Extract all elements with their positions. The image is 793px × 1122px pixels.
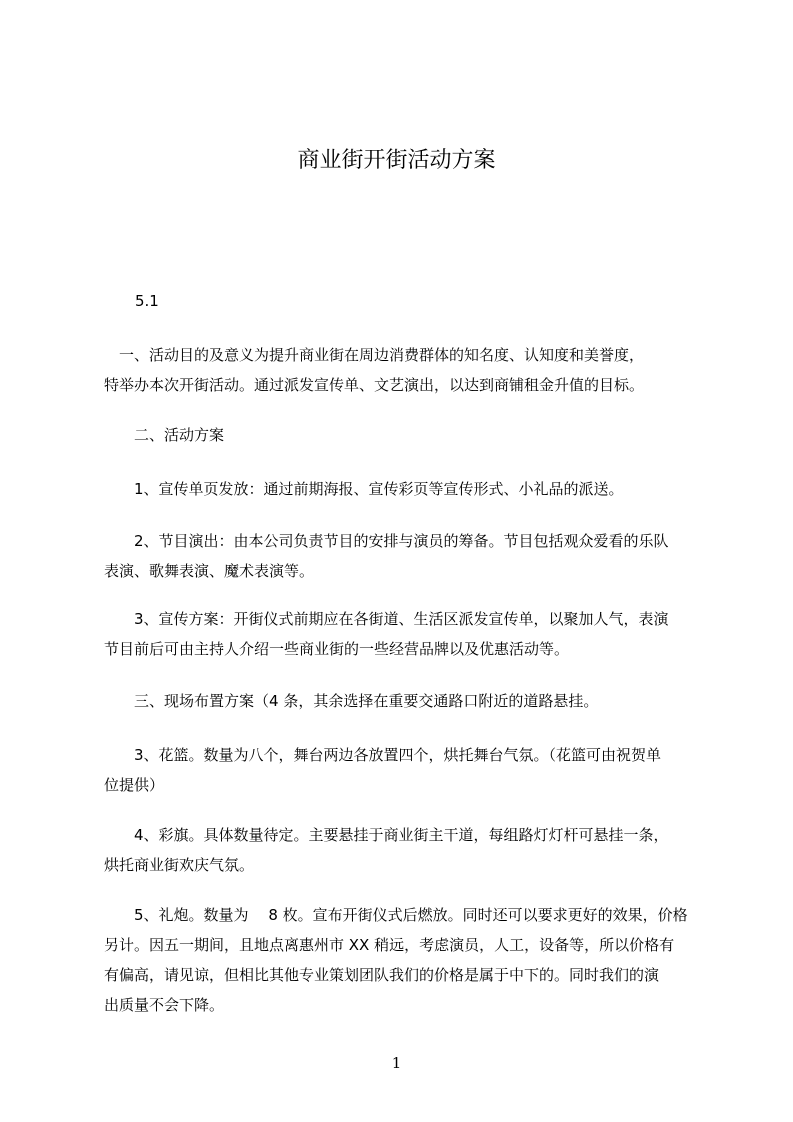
line: 3、花篮。数量为八个，舞台两边各放置四个，烘托舞台气氛。（花篮可由祝贺单 bbox=[104, 746, 662, 764]
line: 特举办本次开街活动。通过派发宣传单、文艺演出，以达到商铺租金升值的目标。 bbox=[104, 376, 645, 394]
line: 1、宣传单页发放：通过前期海报、宣传彩页等宣传形式、小礼品的派送。 bbox=[104, 480, 624, 498]
line: 三、现场布置方案（4 条，其余选择在重要交通路口附近的道路悬挂。 bbox=[104, 692, 599, 710]
line: 另计。因五一期间，且地点离惠州市 XX 稍远，考虑演员，人工，设备等，所以价格有 bbox=[104, 936, 675, 954]
line: 位提供） bbox=[104, 776, 165, 794]
line: 表演、歌舞表演、魔术表演等。 bbox=[104, 562, 315, 580]
line: 烘托商业街欢庆气氛。 bbox=[104, 856, 255, 874]
paragraph-performance bbox=[104, 526, 714, 586]
page-number: 1 bbox=[391, 1054, 402, 1072]
paragraph-flags bbox=[104, 820, 714, 880]
line: 2、节目演出：由本公司负责节目的安排与演员的筹备。节目包括观众爱看的乐队 bbox=[104, 532, 669, 550]
document-title: 商业街开街活动方案 bbox=[297, 148, 496, 173]
paragraph-promotion bbox=[104, 604, 714, 664]
line: 节目前后可由主持人介绍一些商业街的一些经营品牌以及优惠活动等。 bbox=[104, 640, 570, 658]
paragraph-flyers bbox=[104, 474, 714, 504]
line: 一、活动目的及意义为提升商业街在周边消费群体的知名度、认知度和美誉度， bbox=[104, 346, 645, 364]
heading-site-layout bbox=[104, 686, 714, 716]
line: 4、彩旗。具体数量待定。主要悬挂于商业街主干道，每组路灯灯杆可悬挂一条， bbox=[104, 826, 669, 844]
paragraph-flower-baskets bbox=[104, 740, 714, 800]
paragraph-purpose bbox=[104, 340, 714, 400]
heading-activity-plan bbox=[104, 420, 714, 450]
line: 有偏高，请见谅，但相比其他专业策划团队我们的价格是属于中下的。同时我们的演 bbox=[104, 966, 660, 984]
line: 3、宣传方案：开街仪式前期应在各街道、生活区派发宣传单，以聚加人气，表演 bbox=[104, 610, 669, 628]
line: 二、活动方案 bbox=[104, 426, 225, 444]
paragraph-salute bbox=[104, 900, 714, 1020]
date-fragment-text: 5.1 bbox=[135, 292, 159, 310]
line: 5、礼炮。数量为 8 枚。宣布开街仪式后燃放。同时还可以要求更好的效果，价格 bbox=[104, 906, 688, 924]
date-fragment bbox=[135, 286, 745, 316]
line: 出质量不会下降。 bbox=[104, 996, 225, 1014]
